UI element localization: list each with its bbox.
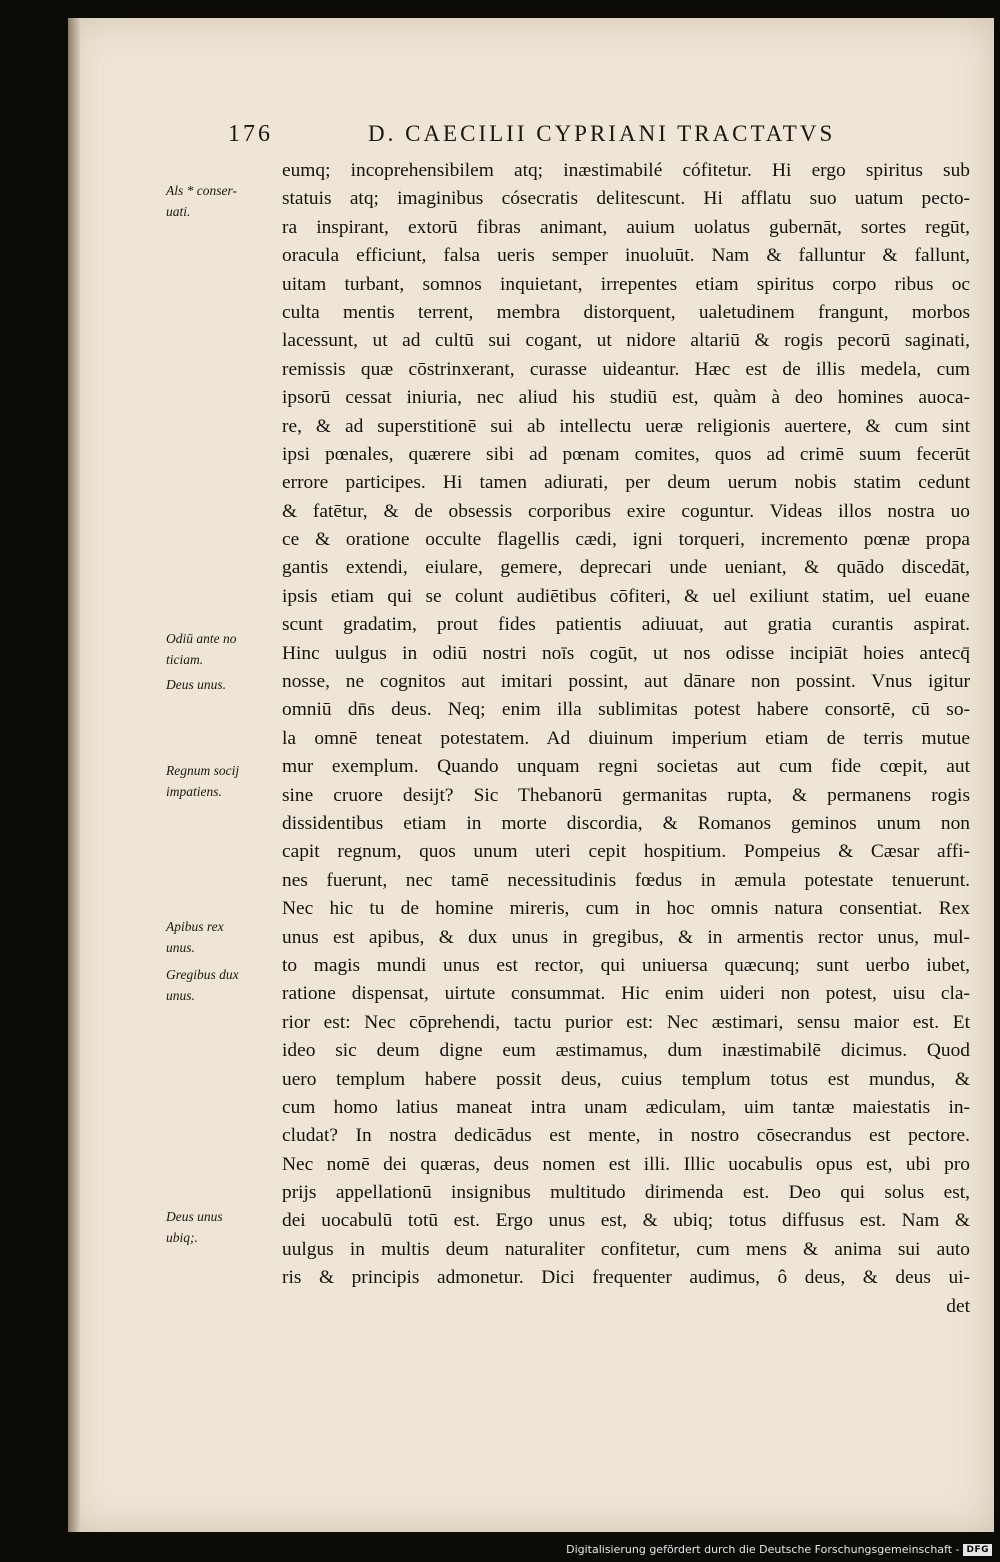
marginal-note: Regnum socij impatiens.: [166, 763, 240, 799]
text-line: nosse, ne cognitos aut imitari possint, aut dānare non possint. Vnus igitur: [282, 671, 970, 693]
running-title: D. CAECILII CYPRIANI TRACTATVS: [368, 121, 836, 146]
text-line: uitam turbant, somnos inquietant, irrepentes etiam spiritus corpo ribus oc: [282, 273, 970, 295]
digitization-footer: [566, 1543, 992, 1556]
text-line: la omnē teneat potestatem. Ad diuinum imperium etiam de terris mutue: [282, 727, 970, 749]
text-line: nes fuerunt, nec tamē necessitudinis fœdus in æmula potestate tenuerunt.: [282, 869, 970, 891]
text-line: uero templum habere possit deus, cuius templum totus est mundus, &: [282, 1068, 970, 1090]
footer-text: Digitalisierung gefördert durch die Deutsche Forschungsgemeinschaft -: [566, 1543, 960, 1556]
text-line: ra inspirant, extorū fibras animant, auium uolatus gubernāt, sortes regūt,: [282, 216, 970, 238]
text-line: cludat? In nostra dedicādus est mente, in nostro cōsecrandus est pectore.: [282, 1125, 970, 1147]
text-line: Nec hic tu de homine mireris, cum in hoc omnis natura consentiat. Rex: [282, 898, 970, 920]
dfg-logo-icon: DFG: [963, 1544, 992, 1556]
marginal-note: Apibus rex unus.: [166, 919, 224, 955]
page-header: [228, 121, 980, 161]
marginal-note: Odiū ante no ticiam.: [166, 631, 237, 667]
text-line: re, & ad superstitionē sui ab intellectu ueræ religionis auertere, & cum sint: [282, 415, 970, 437]
page-number: 176: [228, 121, 273, 147]
text-line: & fatētur, & de obsessis corporibus exire coguntur. Videas illos nostra uo: [282, 500, 970, 522]
page-gutter-edge: [68, 18, 80, 1532]
text-line: ratione dispensat, uirtute consummat. Hic enim uideri non potest, uisu cla-: [282, 983, 970, 1005]
text-line: to magis mundi unus est rector, qui uniuersa quæcunq; sunt uerbo iubet,: [282, 954, 970, 976]
text-line: capit regnum, quos unum uteri cepit hospitium. Pompeius & Cæsar affi-: [282, 841, 970, 863]
text-line: eumq; incoprehensibilem atq; inæstimabilé cófitetur. Hi ergo spiritus sub: [282, 160, 970, 181]
text-line: rior est: Nec cōprehendi, tactu purior est: Nec æstimari, sensu maior est. Et: [282, 1011, 970, 1033]
marginal-note: Gregibus dux unus.: [166, 967, 239, 1003]
text-line: dissidentibus etiam in morte discordia, & Romanos geminos unum non: [282, 812, 970, 834]
text-line: ipsis etiam qui se colunt audiētibus cōfiteri, & uel exiliunt statim, uel euane: [282, 585, 970, 607]
text-line: omniū dn̄s deus. Neq; enim illa sublimitas potest habere consortē, cū so-: [282, 699, 970, 721]
text-line: det: [946, 1295, 970, 1317]
text-line: ipsi pœnales, quærere sibi ad pœnam comites, quos ad crimē suum fecerūt: [282, 443, 970, 465]
text-line: ce & oratione occulte flagellis cædi, igni torqueri, incremento pœnæ propa: [282, 529, 970, 551]
text-line: lacessunt, ut ad cultū sui cogant, ut nidore altariū & rogis pecorū saginati,: [282, 330, 970, 352]
text-line: errore participes. Hi tamen adiurati, per deum uerum nobis statim cedunt: [282, 472, 970, 494]
text-line: sine cruore desijt? Sic Thebanorū germanitas rupta, & permanens rogis: [282, 784, 970, 806]
text-line: uulgus in multis deum naturaliter confitetur, cum mens & anima sui auto: [282, 1238, 970, 1260]
marginal-note: Deus unus.: [166, 677, 226, 692]
text-line: gantis extendi, eiulare, gemere, deprecari unde ueniant, & quādo discedāt,: [282, 557, 970, 579]
text-line: dei uocabulū totū est. Ergo unus est, & ubiq; totus diffusus est. Nam &: [282, 1210, 970, 1232]
main-text-block: [282, 157, 970, 1321]
text-line: remissis quæ cōstrinxerant, curasse uideantur. Hæc est de illis medela, cum: [282, 358, 970, 380]
text-line: ideo sic deum digne eum æstimamus, dum inæstimabilē dicimus. Quod: [282, 1040, 970, 1062]
text-line: oracula efficiunt, falsa ueris semper inuoluūt. Nam & falluntur & fallunt,: [282, 245, 970, 267]
text-line: Nec nomē dei quæras, deus nomen est illi. Illic uocabulis opus est, ubi pro: [282, 1153, 970, 1175]
marginal-note: Als * conser- uati.: [166, 183, 237, 219]
text-line: unus est apibus, & dux unus in gregibus, & in armentis rector unus, mul-: [282, 926, 970, 948]
text-line: statuis atq; imaginibus cósecratis delitescunt. Hi afflatu suo uatum pecto-: [282, 188, 970, 210]
text-line: culta mentis terrent, membra distorquent, ualetudinem frangunt, morbos: [282, 301, 970, 323]
text-line: Hinc uulgus in odiū nostri noīs cogūt, ut nos odisse incipiāt hoies antecq̄: [282, 642, 970, 664]
text-line: scunt gradatim, prout fides patientis adiuuat, aut gratia curantis aspirat.: [282, 614, 970, 636]
text-line: cum homo latius maneat intra unam ædiculam, uim tantæ maiestatis in-: [282, 1096, 970, 1118]
marginal-note: Deus unus ubiq;.: [166, 1209, 223, 1245]
text-line: prijs appellationū insignibus multitudo dirimenda est. Deo qui solus est,: [282, 1182, 970, 1204]
text-line: mur exemplum. Quando unquam regni societas aut cum fide cœpit, aut: [282, 756, 970, 778]
text-line: ipsorū cessat iniuria, nec aliud his studiū est, quàm à deo homines auoca-: [282, 387, 970, 409]
text-line: ris & principis admonetur. Dici frequenter audimus, ô deus, & deus ui-: [282, 1267, 970, 1289]
